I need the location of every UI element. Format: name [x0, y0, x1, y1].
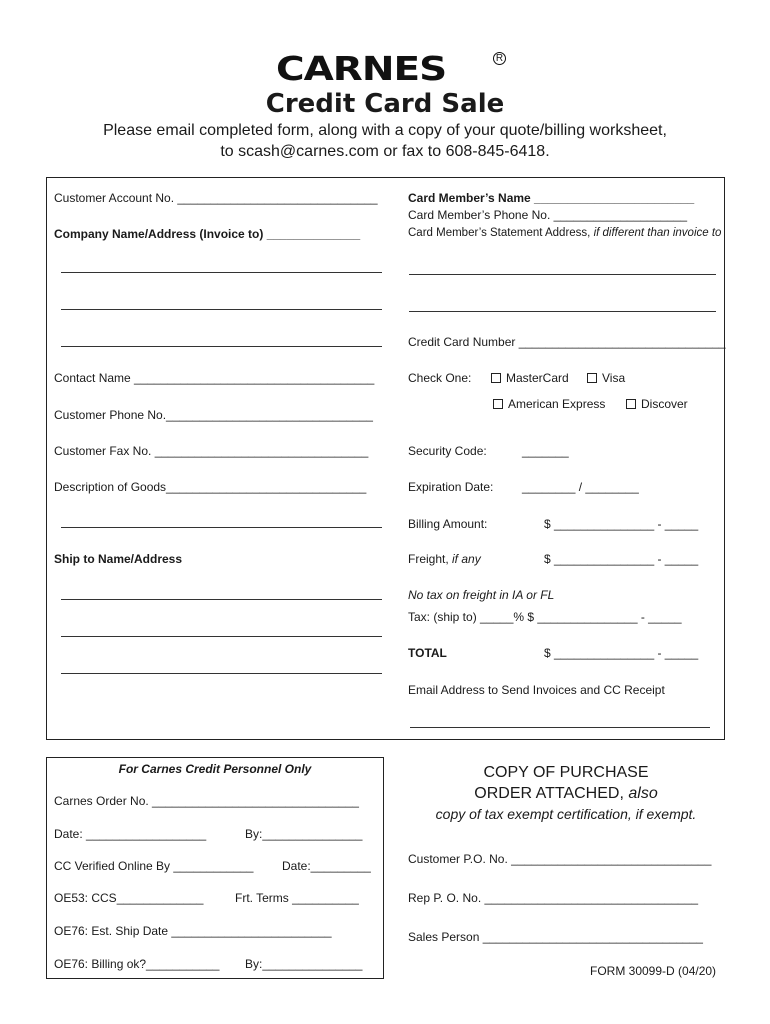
- billing-amount-field[interactable]: $ _______________ - _____: [544, 517, 699, 531]
- customer-account-field[interactable]: Customer Account No. ______________________________: [54, 191, 378, 205]
- company-address-line-1[interactable]: [61, 272, 382, 273]
- billing-by-field[interactable]: By:_______________: [245, 957, 363, 971]
- company-address-line-3[interactable]: [61, 346, 382, 347]
- credit-date-field[interactable]: Date: __________________: [54, 827, 207, 841]
- check-one-label: Check One:: [408, 371, 472, 385]
- copy-po-line-3: copy of tax exempt certification, if exempt.: [435, 806, 697, 822]
- rep-po-field[interactable]: Rep P. O. No. ________________________________: [408, 891, 699, 905]
- form-number: FORM 30099-D (04/20): [590, 964, 717, 978]
- credit-by-field[interactable]: By:_______________: [245, 827, 363, 841]
- description-field[interactable]: Description of Goods______________________________: [54, 480, 367, 494]
- contact-name-field[interactable]: Contact Name ____________________________________: [54, 371, 375, 385]
- card-member-phone-field[interactable]: Card Member’s Phone No. ____________________: [408, 208, 688, 222]
- company-address-line-2[interactable]: [61, 309, 382, 310]
- frt-terms-field[interactable]: Frt. Terms __________: [235, 891, 359, 905]
- email-label: Email Address to Send Invoices and CC Receipt: [408, 683, 665, 697]
- cc-verified-date-field[interactable]: Date:_________: [282, 859, 371, 873]
- copy-po-line-2: ORDER ATTACHED, also: [474, 785, 658, 802]
- sales-person-field[interactable]: Sales Person _________________________________: [408, 930, 703, 944]
- customer-phone-field[interactable]: Customer Phone No._______________________________: [54, 408, 373, 422]
- statement-address-line-1[interactable]: [409, 274, 716, 275]
- ship-to-line-3[interactable]: [61, 673, 382, 674]
- ship-to-line-1[interactable]: [61, 599, 382, 600]
- credit-personnel-heading: For Carnes Credit Personnel Only: [118, 762, 312, 776]
- amex-checkbox[interactable]: [493, 399, 503, 409]
- total-field[interactable]: $ _______________ - _____: [544, 646, 699, 660]
- customer-po-field[interactable]: Customer P.O. No. ______________________________: [408, 852, 712, 866]
- statement-address-line-2[interactable]: [409, 311, 716, 312]
- card-number-field[interactable]: Credit Card Number _______________________________: [408, 335, 726, 349]
- tax-field[interactable]: Tax: (ship to) _____% $ _______________ - _____: [408, 610, 682, 624]
- ship-to-line-2[interactable]: [61, 636, 382, 637]
- expiration-field[interactable]: ________ / ________: [522, 480, 639, 494]
- carnes-logo: CARNES: [276, 50, 447, 89]
- security-code-label: Security Code:: [408, 444, 487, 458]
- no-tax-note: No tax on freight in IA or FL: [408, 588, 555, 602]
- registered-mark: R: [493, 52, 506, 65]
- oe53-ccs-field[interactable]: OE53: CCS_____________: [54, 891, 204, 905]
- freight-field[interactable]: $ _______________ - _____: [544, 552, 699, 566]
- company-name-field[interactable]: Company Name/Address (Invoice to) ______________: [54, 227, 361, 241]
- statement-address-label: Card Member’s Statement Address, if different than invoice to: [408, 227, 722, 239]
- description-line-2[interactable]: [61, 527, 382, 528]
- instructions-line-2: to scash@carnes.com or fax to 608-845-6418.: [220, 143, 550, 160]
- copy-po-line-1: COPY OF PURCHASE: [483, 764, 649, 781]
- amex-option[interactable]: American Express: [493, 397, 605, 411]
- card-member-name-field[interactable]: Card Member’s Name ________________________: [408, 191, 695, 205]
- form-title: Credit Card Sale: [265, 89, 505, 119]
- discover-checkbox[interactable]: [626, 399, 636, 409]
- ship-to-label: Ship to Name/Address: [54, 552, 183, 566]
- cc-verified-field[interactable]: CC Verified Online By ____________: [54, 859, 254, 873]
- freight-label: Freight, if any: [408, 552, 481, 566]
- security-code-field[interactable]: _______: [522, 444, 569, 458]
- expiration-label: Expiration Date:: [408, 480, 494, 494]
- visa-option[interactable]: Visa: [587, 371, 625, 385]
- total-label: TOTAL: [408, 646, 447, 660]
- mastercard-checkbox[interactable]: [491, 373, 501, 383]
- email-line[interactable]: [410, 727, 710, 728]
- oe76-ship-date-field[interactable]: OE76: Est. Ship Date ________________________: [54, 924, 332, 938]
- customer-fax-field[interactable]: Customer Fax No. ________________________________: [54, 444, 369, 458]
- instructions-line-1: Please email completed form, along with a copy of your quote/billing worksheet,: [103, 122, 667, 139]
- oe76-billing-field[interactable]: OE76: Billing ok?___________: [54, 957, 220, 971]
- billing-amount-label: Billing Amount:: [408, 517, 488, 531]
- visa-checkbox[interactable]: [587, 373, 597, 383]
- carnes-order-field[interactable]: Carnes Order No. _______________________________: [54, 794, 359, 808]
- mastercard-option[interactable]: MasterCard: [491, 371, 569, 385]
- discover-option[interactable]: Discover: [626, 397, 688, 411]
